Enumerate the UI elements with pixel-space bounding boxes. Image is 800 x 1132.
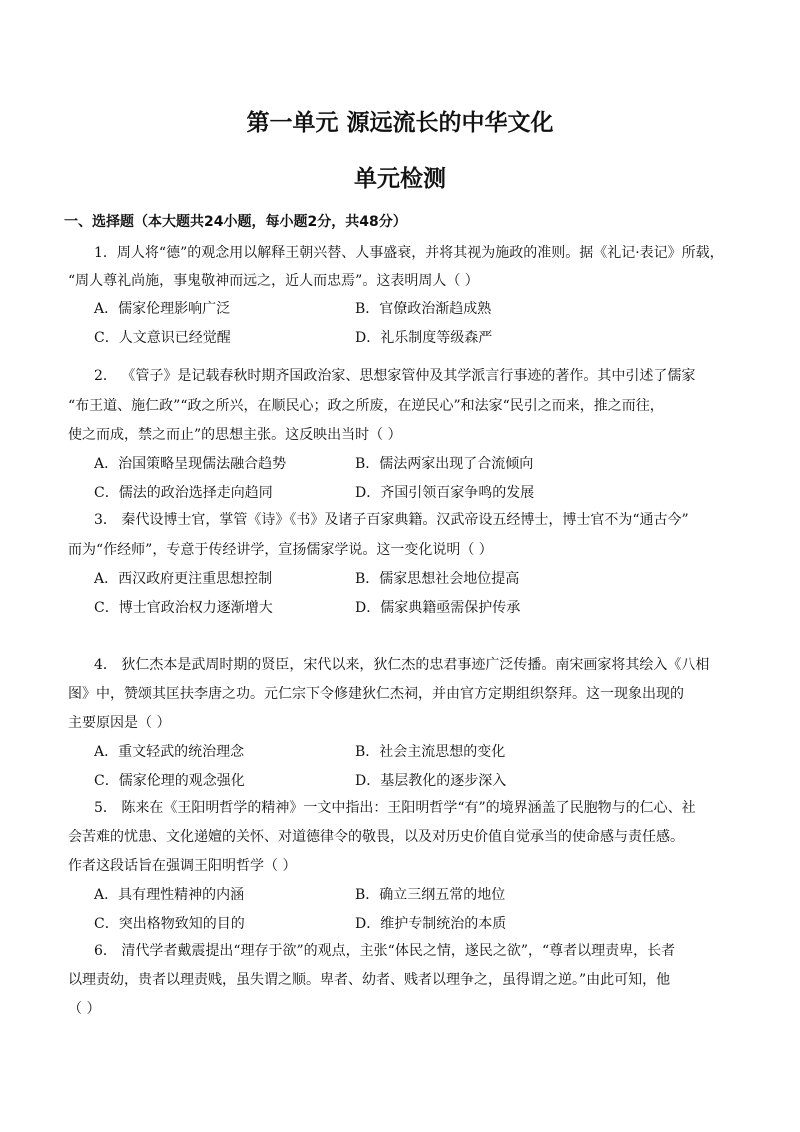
question-4-option-b: B．社会主流思想的变化 xyxy=(355,744,506,760)
question-4-line: 图》中，赞颂其匡扶李唐之功。元仁宗下令修建狄仁杰祠，并由官方定期组织祭拜。这一现象出现的 xyxy=(68,686,684,702)
question-2-line: 使之而成，禁之而止”的思想主张。这反映出当时（ ） xyxy=(68,427,402,443)
question-3-line: 3． 秦代设博士官，掌管《诗》《书》及诸子百家典籍。汉武帝设五经博士，博士官不为“通古今” xyxy=(94,512,689,528)
question-2-line: 2． 《管子》是记载春秋时期齐国政治家、思想家管仲及其学派言行事迹的著作。其中引述了儒家 xyxy=(94,368,696,384)
question-5-option-a: A．具有理性精神的内涵 xyxy=(94,887,245,903)
question-2-line: “布王道、施仁政”“政之所兴，在顺民心；政之所废，在逆民心”和法家“民引之而来，推之而往， xyxy=(68,398,664,414)
question-1-line: “周人尊礼尚施，事鬼敬神而远之，近人而忠焉”。这表明周人（ ） xyxy=(68,273,479,289)
question-4-option-a: A．重文轻武的统治理念 xyxy=(94,744,245,760)
question-4-option-c: C．儒家伦理的观念强化 xyxy=(94,773,245,789)
question-5-line: 会苦难的忧患、文化递嬗的关怀、对道德律令的敬畏，以及对历史价值自觉承当的使命感与责任感。 xyxy=(68,829,684,845)
question-4-line: 主要原因是（ ） xyxy=(68,715,171,731)
question-1-option-a: A．儒家伦理影响广泛 xyxy=(94,301,231,317)
question-2-option-d: D．齐国引领百家争鸣的发展 xyxy=(355,485,535,501)
question-2-option-c: C．儒法的政治选择走向趋同 xyxy=(94,485,273,501)
question-5-option-d: D．维护专制统治的本质 xyxy=(355,916,507,932)
question-4-line: 4． 狄仁杰本是武周时期的贤臣，宋代以来，狄仁杰的忠君事迹广泛传播。南宋画家将其绘入《八相 xyxy=(94,657,710,673)
question-2-option-b: B．儒法两家出现了合流倾向 xyxy=(355,456,534,472)
question-3-option-c: C．博士官政治权力逐渐增大 xyxy=(94,600,273,616)
page-title: 第一单元 源远流长的中华文化 xyxy=(246,110,554,136)
question-3-option-b: B．儒家思想社会地位提高 xyxy=(355,571,520,587)
question-1-line: 1．周人将“德”的观念用以解释王朝兴替、人事盛衰，并将其视为施政的准则。据《礼记·表记》所载， xyxy=(94,245,724,261)
question-6-line: （ ） xyxy=(68,1001,101,1017)
question-5-line: 作者这段话旨在强调王阳明哲学（ ） xyxy=(68,858,297,874)
question-1-option-d: D．礼乐制度等级森严 xyxy=(355,330,493,346)
question-1-option-c: C．人文意识已经觉醒 xyxy=(94,330,231,346)
question-4-option-d: D．基层教化的逐步深入 xyxy=(355,773,507,789)
question-5-option-b: B．确立三纲五常的地位 xyxy=(355,887,506,903)
question-6-line: 以理责幼，贵者以理责贱，虽失谓之顺。卑者、幼者、贱者以理争之，虽得谓之逆。”由此可知，他 xyxy=(68,972,671,988)
question-3-option-d: D．儒家典籍亟需保护传承 xyxy=(355,600,521,616)
question-3-line: 而为“作经师”，专意于传经讲学，宣扬儒家学说。这一变化说明（ ） xyxy=(68,542,493,558)
question-5-option-c: C．突出格物致知的目的 xyxy=(94,916,245,932)
question-6-line: 6． 清代学者戴震提出“理存于欲”的观点，主张“体民之情，遂民之欲”，“尊者以理责卑，长者 xyxy=(94,943,676,959)
section-heading: 一、选择题（本大题共24小题，每小题2分，共48分） xyxy=(64,214,407,230)
question-3-option-a: A．西汉政府更注重思想控制 xyxy=(94,571,273,587)
question-1-option-b: B．官僚政治渐趋成熟 xyxy=(355,301,492,317)
question-5-line: 5． 陈来在《王阳明哲学的精神》一文中指出：王阳明哲学“有”的境界涵盖了民胞物与的仁心、社 xyxy=(94,800,696,816)
question-2-option-a: A．治国策略呈现儒法融合趋势 xyxy=(94,456,287,472)
page-subtitle: 单元检测 xyxy=(354,166,446,192)
